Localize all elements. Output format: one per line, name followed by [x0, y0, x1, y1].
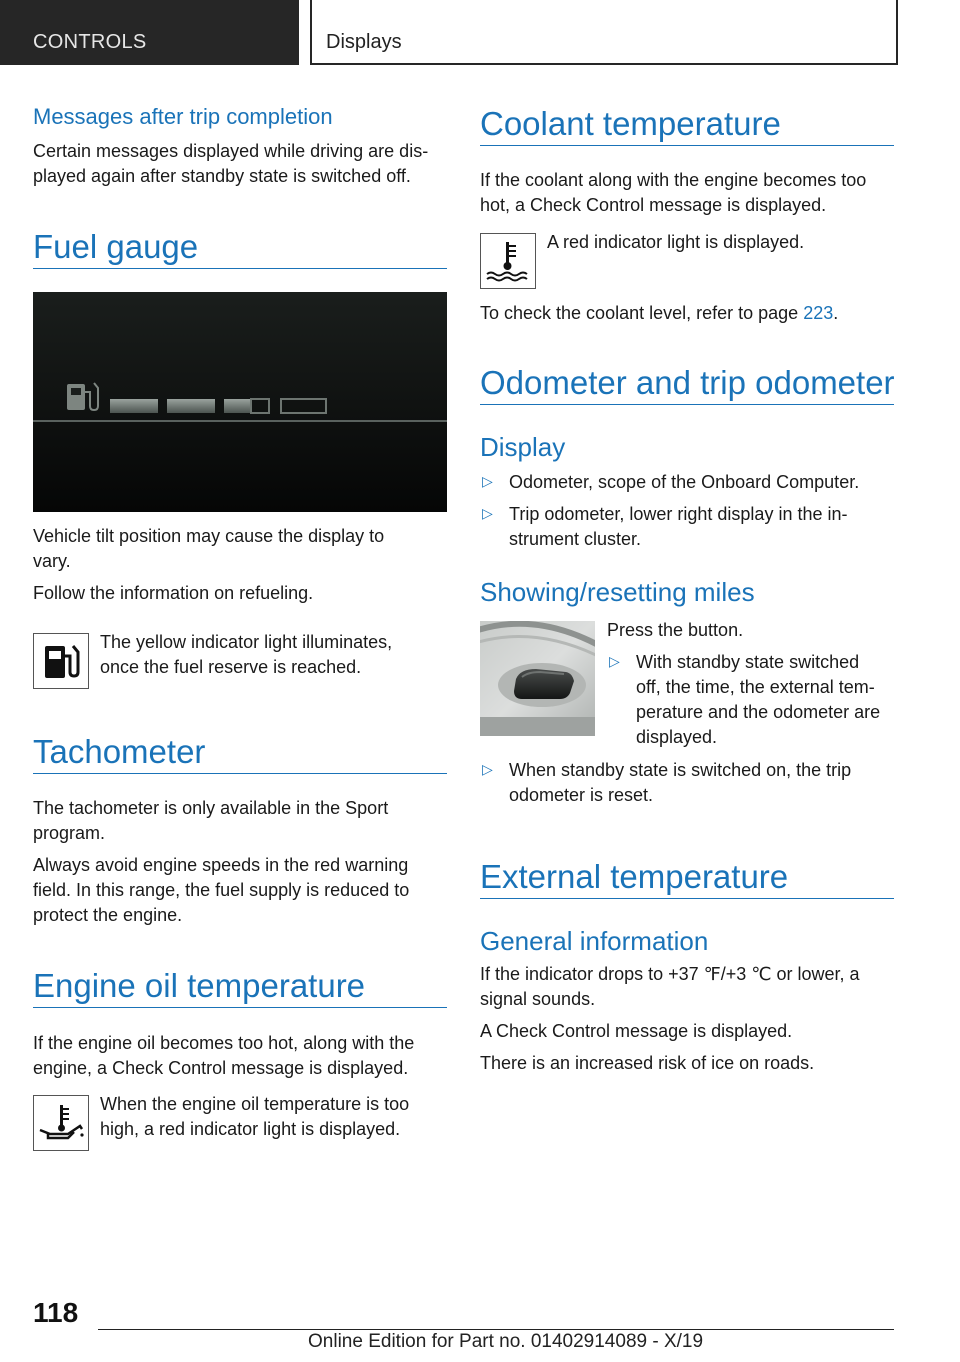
reset-press-text: Press the button. [607, 620, 744, 640]
general-information-heading: General information [480, 926, 709, 956]
reset-heading: Showing/resetting miles [480, 577, 755, 607]
general-text-line-2: signal sounds. [480, 989, 596, 1009]
oil-text-line-2: engine, a Check Control message is displayed. [33, 1058, 409, 1078]
messages-text-line-1: Certain messages displayed while driving are dis- [33, 141, 429, 161]
messages-heading: Messages after trip completion [33, 104, 333, 129]
fuel-tilt-line-1: Vehicle tilt position may cause the display to [33, 526, 385, 546]
coolant-text-line-2: hot, a Check Control message is displayed. [480, 195, 827, 215]
fuel-indicator-line-2: once the fuel reserve is reached. [100, 657, 362, 677]
bullet-icon: ▷ [482, 761, 493, 777]
reset-item-1-line-2: off, the time, the external tem- [636, 677, 875, 697]
footer-edition-text: Online Edition for Part no. 01402914089 - X/19 [308, 1331, 704, 1352]
engine-oil-temperature-icon [33, 1095, 89, 1151]
fuel-gauge-heading: Fuel gauge [33, 228, 199, 265]
bullet-icon: ▷ [482, 473, 493, 489]
display-item-2-line-1: Trip odometer, lower right display in the in- [509, 504, 848, 524]
coolant-temperature-icon [480, 233, 536, 289]
fuel-tilt-line-2: vary. [33, 551, 71, 571]
fuel-gauge-rule [33, 268, 447, 269]
tach-avoid-line-3: protect the engine. [33, 905, 183, 925]
header-section-label: CONTROLS [33, 31, 147, 53]
general-check-text: A Check Control message is displayed. [480, 1021, 793, 1041]
general-ice-text: There is an increased risk of ice on roads. [480, 1053, 815, 1073]
external-temperature-rule [480, 898, 894, 899]
general-text-line-1: If the indicator drops to +37 ℉/+3 ℃ or lower, a [480, 964, 860, 984]
tachometer-heading: Tachometer [33, 733, 206, 770]
oil-text-line-1: If the engine oil becomes too hot, along with the [33, 1033, 415, 1053]
tachometer-rule [33, 773, 447, 774]
fuel-indicator-line-1: The yellow indicator light illuminates, [100, 632, 393, 652]
header-chapter-label: Displays [326, 31, 402, 53]
footer-rule [98, 1329, 894, 1330]
header-section-tab [0, 0, 299, 65]
page-223-link[interactable]: 223 [803, 303, 834, 323]
fuel-gauge-display-image [33, 292, 447, 512]
fuel-pump-icon [33, 633, 89, 689]
oil-indicator-line-1: When the engine oil temperature is too [100, 1094, 410, 1114]
header-chapter-tab [310, 0, 898, 65]
messages-text-line-2: played again after standby state is switched off. [33, 166, 411, 186]
reset-item-1-line-1: With standby state switched [636, 652, 860, 672]
tach-text-line-2: program. [33, 823, 106, 843]
engine-oil-heading: Engine oil temperature [33, 967, 366, 1004]
reset-item-1-line-3: perature and the odometer are [636, 702, 881, 722]
engine-oil-rule [33, 1007, 447, 1008]
bullet-icon: ▷ [482, 505, 493, 521]
reset-item-2-line-2: odometer is reset. [509, 785, 654, 805]
coolant-text-line-1: If the coolant along with the engine becomes too [480, 170, 867, 190]
coolant-indicator-text: A red indicator light is displayed. [547, 232, 805, 252]
display-item-2-line-2: strument cluster. [509, 529, 642, 549]
tach-avoid-line-2: field. In this range, the fuel supply is reduced to [33, 880, 410, 900]
display-heading: Display [480, 432, 566, 462]
oil-indicator-line-2: high, a red indicator light is displayed. [100, 1119, 401, 1139]
page-number: 118 [33, 1297, 79, 1328]
coolant-rule [480, 145, 894, 146]
coolant-check-text: To check the coolant level, refer to page 223. [480, 303, 839, 323]
external-temperature-heading: External temperature [480, 858, 789, 895]
fuel-follow-text: Follow the information on refueling. [33, 583, 314, 603]
tach-text-line-1: The tachometer is only available in the Sport [33, 798, 389, 818]
reset-item-1-line-4: displayed. [636, 727, 718, 747]
tach-avoid-line-1: Always avoid engine speeds in the red warning [33, 855, 409, 875]
odometer-rule [480, 404, 894, 405]
coolant-heading: Coolant temperature [480, 105, 781, 142]
odometer-heading: Odometer and trip odometer [480, 364, 895, 401]
odometer-button-image [480, 621, 595, 736]
display-item-1: Odometer, scope of the Onboard Computer. [509, 472, 860, 492]
bullet-icon: ▷ [609, 653, 620, 669]
reset-item-2-line-1: When standby state is switched on, the trip [509, 760, 852, 780]
